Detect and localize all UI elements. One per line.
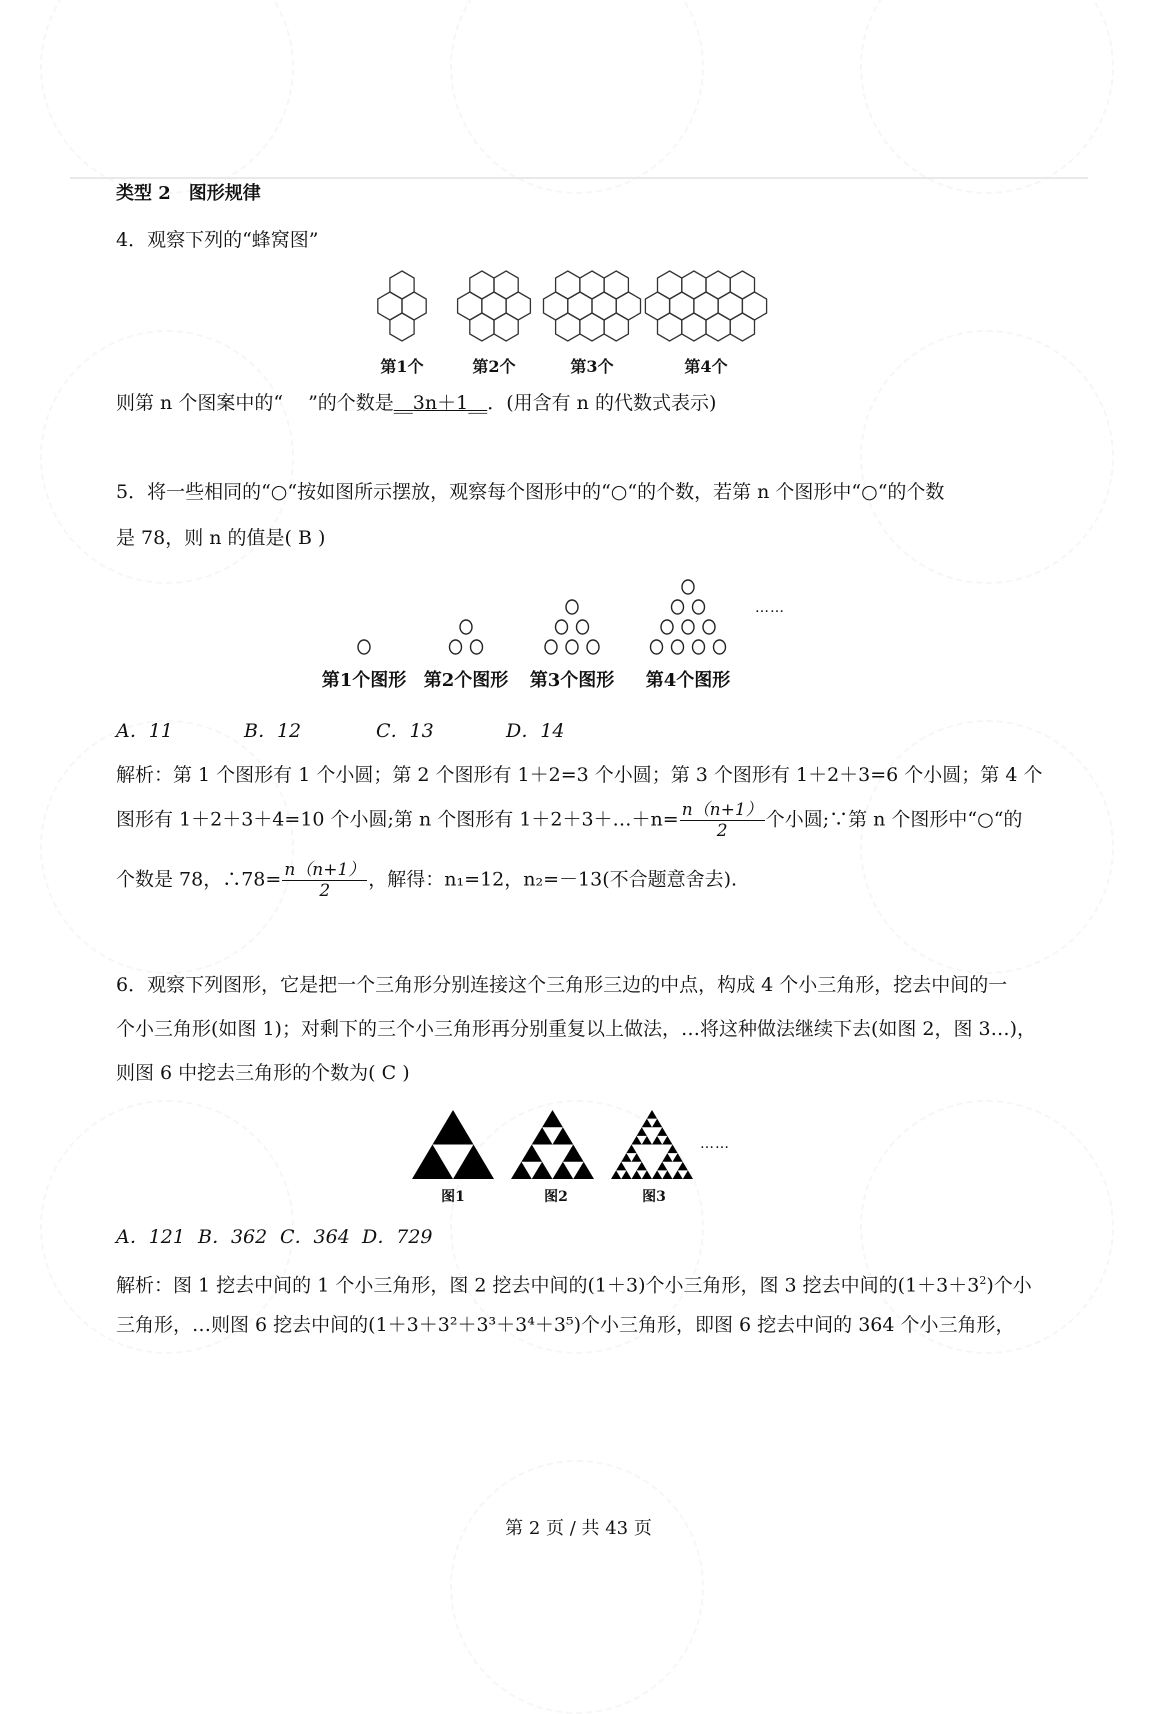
q4-answer-suffix: ．(用含有 n 的代数式表示) <box>487 392 717 414</box>
q5-analysis2-tail: 个小圆;∵第 n 个图形中“○“的 <box>765 808 1023 831</box>
honeycomb-label-2: 第2个 <box>472 357 516 376</box>
circle-label-2: 第2个图形 <box>423 670 509 691</box>
q5-ellipsis: …… <box>755 600 785 616</box>
honeycomb-label-1: 第1个 <box>380 357 424 376</box>
q5-option-c: C．13 <box>376 720 434 742</box>
q5-option-a: A．11 <box>116 720 173 742</box>
q6-option-d: D．729 <box>362 1226 433 1248</box>
q6-stem-line2: 个小三角形(如图 1)；对剩下的三个小三角形再分别重复以上做法，…将这种做法继续下去(如图 2，图 3…)， <box>116 1018 1037 1040</box>
q6-option-a: A．121 <box>116 1226 185 1248</box>
circle-label-3: 第3个图形 <box>529 670 615 691</box>
q4-stem: 4．观察下列的“蜂窝图” <box>116 229 319 251</box>
q6-options <box>116 1225 433 1249</box>
circle-label-4: 第4个图形 <box>645 670 731 691</box>
fraction-denominator: 2 <box>716 821 728 841</box>
fraction-denominator: 2 <box>319 881 331 901</box>
circle-label-1: 第1个图形 <box>321 670 407 691</box>
q6-analysis-line1: 解析：图 1 挖去中间的 1 个小三角形，图 2 挖去中间的(1＋3)个小三角形，图 3 挖去中间的$(1+3+3^2)$个小 <box>116 1274 1032 1297</box>
q6-option-c: C．364 <box>280 1226 350 1248</box>
fraction-numerator: n（n+1） <box>681 800 763 820</box>
q6-analysis1-tail: )个小 <box>986 1274 1032 1297</box>
q5-option-b: B．12 <box>244 720 302 742</box>
q6-stem-line1: 6．观察下列图形，它是把一个三角形分别连接这个三角形三边的中点，构成 4 个小三角形，挖去中间的一 <box>116 974 1008 996</box>
q5-analysis3-tail: ，解得：n₁=12，n₂=－13(不合题意舍去). <box>368 868 738 891</box>
watermark-seal <box>450 1460 704 1714</box>
q4-answer-blank: __3n＋1__ <box>393 392 488 414</box>
q5-analysis-line1: 解析：第 1 个图形有 1 个小圆；第 2 个图形有 1＋2=3 个小圆；第 3 个图形有 1＋2＋3=6 个小圆；第 4 个 <box>116 764 1043 786</box>
q6-analysis-line2: 三角形，…则图 6 挖去中间的(1＋3＋3²＋3³＋3⁴＋3⁵)个小三角形，即图 6 挖去中间的 364 个小三角形， <box>116 1314 1015 1336</box>
q4-answer-prefix: 则第 n 个图案中的“ ”的个数是 <box>116 392 394 414</box>
triangle-label-2: 图2 <box>544 1189 568 1205</box>
triangle-label-3: 图3 <box>642 1189 666 1205</box>
q5-analysis2-text: 图形有 1＋2＋3＋4=10 个小圆;第 n 个图形有 1＋2＋3＋…＋n= <box>116 808 679 831</box>
page-footer: 第 2 页 / 共 43 页 <box>505 1518 652 1539</box>
section-heading: 类型 2 图形规律 <box>116 183 261 204</box>
q6-option-b: B．362 <box>198 1226 268 1248</box>
triangle-label-1: 图1 <box>441 1189 465 1205</box>
q5-analysis3-text: 个数是 78，∴78= <box>116 868 282 891</box>
q6-analysis1-text: 解析：图 1 挖去中间的 1 个小三角形，图 2 挖去中间的(1＋3)个小三角形，图 3 挖去中间的(1＋3＋3 <box>116 1274 980 1297</box>
q5-option-d: D．14 <box>506 720 565 742</box>
honeycomb-label-4: 第4个 <box>684 357 728 376</box>
q6-stem-line3: 则图 6 中挖去三角形的个数为( C ) <box>116 1062 410 1084</box>
fraction-numerator: n（n+1） <box>284 860 366 880</box>
honeycomb-label-3: 第3个 <box>570 357 614 376</box>
q5-stem-line1: 5．将一些相同的“○“按如图所示摆放，观察每个图形中的“○“的个数，若第 n 个图形中“○“的个数 <box>116 481 945 503</box>
q6-ellipsis: …… <box>700 1136 730 1152</box>
q5-stem-line2: 是 78，则 n 的值是( B ) <box>116 527 326 549</box>
